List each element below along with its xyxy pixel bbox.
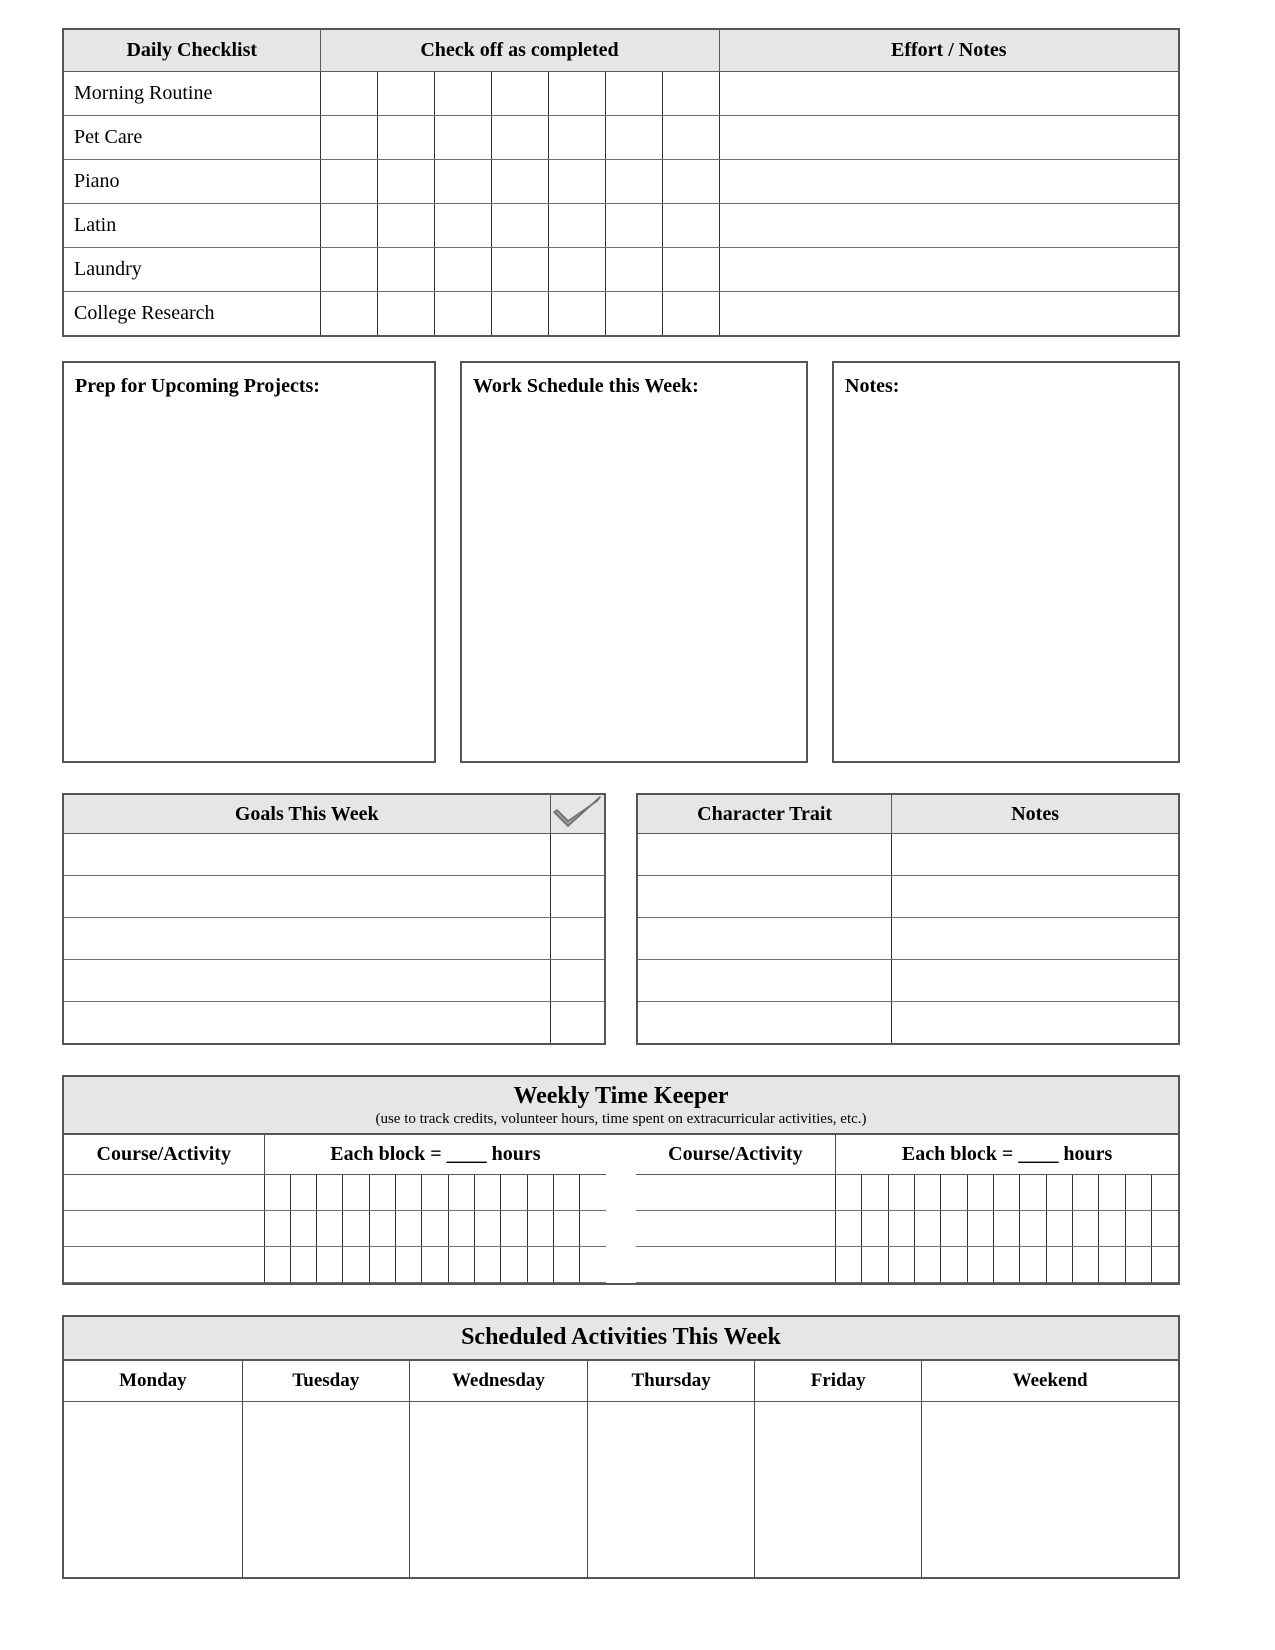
trait-notes-cell[interactable] (892, 960, 1179, 1002)
checklist-checkbox-cell[interactable] (491, 116, 548, 160)
checklist-checkbox-cell[interactable] (662, 204, 719, 248)
time-block-cell[interactable] (994, 1175, 1020, 1211)
checklist-checkbox-cell[interactable] (605, 72, 662, 116)
trait-header-name: Character Trait (637, 794, 892, 834)
time-block-cell[interactable] (396, 1175, 422, 1211)
time-block-cell[interactable] (396, 1211, 422, 1247)
time-keeper-left-table (64, 1135, 606, 1283)
scheduled-activities-table (64, 1361, 1178, 1577)
day-header-friday: Friday (755, 1361, 922, 1402)
checklist-checkbox-cell[interactable] (377, 160, 434, 204)
time-block-cell[interactable] (915, 1247, 941, 1283)
checklist-checkbox-cell[interactable] (491, 72, 548, 116)
time-block-cell[interactable] (527, 1175, 553, 1211)
time-block-cell[interactable] (343, 1247, 369, 1283)
time-block-cell[interactable] (862, 1247, 888, 1283)
notes-label: Notes: (845, 375, 900, 397)
trait-name-cell[interactable] (637, 960, 892, 1002)
time-block-cell[interactable] (475, 1247, 501, 1283)
time-block-cell[interactable] (1020, 1175, 1046, 1211)
trait-name-cell[interactable] (637, 876, 892, 918)
time-block-cell[interactable] (422, 1211, 448, 1247)
day-header-thursday: Thursday (588, 1361, 755, 1402)
time-block-cell[interactable] (888, 1247, 914, 1283)
table-row (63, 160, 1179, 204)
time-block-cell[interactable] (264, 1247, 290, 1283)
time-block-cell[interactable] (580, 1175, 606, 1211)
table-row (637, 918, 1179, 960)
checkmark-icon (551, 795, 605, 833)
table-row (64, 1211, 606, 1247)
checklist-checkbox-cell[interactable] (662, 292, 719, 337)
time-block-cell[interactable] (967, 1247, 993, 1283)
time-block-cell[interactable] (554, 1211, 580, 1247)
table-row (63, 248, 1179, 292)
time-block-cell[interactable] (836, 1247, 862, 1283)
checklist-checkbox-cell[interactable] (377, 248, 434, 292)
time-block-cell[interactable] (836, 1175, 862, 1211)
checklist-header-row (63, 29, 1179, 72)
checklist-checkbox-cell[interactable] (491, 204, 548, 248)
prep-projects-label: Prep for Upcoming Projects: (75, 375, 320, 397)
checklist-checkbox-cell[interactable] (320, 292, 377, 337)
checklist-checkbox-cell[interactable] (548, 72, 605, 116)
goal-text-cell[interactable] (63, 960, 550, 1002)
time-block-cell[interactable] (1099, 1211, 1125, 1247)
checklist-task-label: Morning Routine (63, 72, 320, 116)
scheduled-activities-section (62, 1315, 1180, 1579)
table-row (636, 1247, 1178, 1283)
time-block-cell[interactable] (369, 1175, 395, 1211)
checklist-checkbox-cell[interactable] (605, 160, 662, 204)
time-keeper-blocks-header: Each block = ____ hours (836, 1135, 1178, 1175)
prep-projects-box[interactable] (62, 361, 436, 763)
goal-text-cell[interactable] (63, 1002, 550, 1045)
notes-box[interactable] (832, 361, 1180, 763)
time-block-cell[interactable] (422, 1175, 448, 1211)
trait-name-cell[interactable] (637, 1002, 892, 1045)
time-block-cell[interactable] (317, 1175, 343, 1211)
time-block-cell[interactable] (1099, 1175, 1125, 1211)
time-keeper-divider (608, 1135, 635, 1283)
checklist-checkbox-cell[interactable] (320, 204, 377, 248)
time-block-cell[interactable] (290, 1175, 316, 1211)
trait-notes-cell[interactable] (892, 834, 1179, 876)
time-block-cell[interactable] (1152, 1247, 1178, 1283)
goal-check-cell[interactable] (550, 918, 605, 960)
checklist-checkbox-cell[interactable] (662, 72, 719, 116)
goal-check-cell[interactable] (550, 834, 605, 876)
checklist-header-check: Check off as completed (320, 29, 719, 72)
table-row (63, 116, 1179, 160)
time-keeper-right-table (636, 1135, 1178, 1283)
time-block-cell[interactable] (264, 1211, 290, 1247)
trait-notes-cell[interactable] (892, 1002, 1179, 1045)
time-block-cell[interactable] (1073, 1211, 1099, 1247)
day-cell-friday[interactable] (755, 1402, 922, 1578)
checklist-checkbox-cell[interactable] (662, 248, 719, 292)
table-row (63, 834, 605, 876)
time-keeper-activity-cell[interactable] (636, 1175, 836, 1211)
time-keeper-activity-header: Course/Activity (64, 1135, 264, 1175)
checklist-checkbox-cell[interactable] (491, 160, 548, 204)
table-row (63, 72, 1179, 116)
table-row (64, 1175, 606, 1211)
table-row (63, 876, 605, 918)
goals-header-title: Goals This Week (63, 794, 550, 834)
time-keeper-activity-cell[interactable] (64, 1247, 264, 1283)
checklist-checkbox-cell[interactable] (434, 292, 491, 337)
time-block-cell[interactable] (1152, 1175, 1178, 1211)
goals-header-check-column (550, 794, 605, 834)
time-keeper-left-half (64, 1135, 608, 1283)
table-row (64, 1247, 606, 1283)
work-schedule-label: Work Schedule this Week: (473, 375, 699, 397)
time-block-cell[interactable] (862, 1175, 888, 1211)
table-row (636, 1175, 1178, 1211)
time-block-cell[interactable] (1099, 1247, 1125, 1283)
checklist-body (63, 72, 1179, 337)
time-block-cell[interactable] (527, 1247, 553, 1283)
time-block-cell[interactable] (994, 1211, 1020, 1247)
work-schedule-box[interactable] (460, 361, 808, 763)
time-block-cell[interactable] (501, 1175, 527, 1211)
time-block-cell[interactable] (343, 1175, 369, 1211)
checklist-notes-cell[interactable] (719, 292, 1179, 337)
checklist-task-label: Pet Care (63, 116, 320, 160)
table-row (637, 1002, 1179, 1045)
goal-check-cell[interactable] (550, 1002, 605, 1045)
time-block-cell[interactable] (290, 1247, 316, 1283)
goals-body (63, 834, 605, 1045)
time-block-cell[interactable] (554, 1247, 580, 1283)
planner-page (62, 28, 1180, 1579)
time-block-cell[interactable] (343, 1211, 369, 1247)
goals-and-traits-row (62, 793, 1180, 1045)
trait-name-cell[interactable] (637, 918, 892, 960)
time-block-cell[interactable] (1046, 1247, 1072, 1283)
checklist-checkbox-cell[interactable] (491, 248, 548, 292)
table-row (64, 1402, 1178, 1578)
checklist-checkbox-cell[interactable] (548, 160, 605, 204)
time-block-cell[interactable] (941, 1211, 967, 1247)
table-row (63, 1002, 605, 1045)
checklist-task-label: Piano (63, 160, 320, 204)
checklist-checkbox-cell[interactable] (548, 292, 605, 337)
time-keeper-right-half (636, 1135, 1178, 1283)
day-cell-tuesday[interactable] (242, 1402, 409, 1578)
checklist-checkbox-cell[interactable] (320, 72, 377, 116)
trait-name-cell[interactable] (637, 834, 892, 876)
time-block-cell[interactable] (1020, 1247, 1046, 1283)
time-keeper-activity-cell[interactable] (64, 1175, 264, 1211)
time-block-cell[interactable] (475, 1175, 501, 1211)
table-row (63, 960, 605, 1002)
checklist-header-notes: Effort / Notes (719, 29, 1179, 72)
table-row (63, 918, 605, 960)
day-header-tuesday: Tuesday (242, 1361, 409, 1402)
time-block-cell[interactable] (994, 1247, 1020, 1283)
checklist-notes-cell[interactable] (719, 248, 1179, 292)
time-keeper-subtitle: (use to track credits, volunteer hours, time spent on extracurricular activities, etc.) (375, 1111, 867, 1128)
checklist-checkbox-cell[interactable] (377, 72, 434, 116)
time-keeper-activity-cell[interactable] (636, 1247, 836, 1283)
table-row (637, 960, 1179, 1002)
trait-header-notes: Notes (892, 794, 1179, 834)
time-block-cell[interactable] (448, 1247, 474, 1283)
time-block-cell[interactable] (1125, 1247, 1151, 1283)
time-block-cell[interactable] (1073, 1175, 1099, 1211)
checklist-checkbox-cell[interactable] (548, 248, 605, 292)
checklist-checkbox-cell[interactable] (434, 204, 491, 248)
time-block-cell[interactable] (1152, 1211, 1178, 1247)
checklist-checkbox-cell[interactable] (320, 248, 377, 292)
time-block-cell[interactable] (967, 1175, 993, 1211)
time-block-cell[interactable] (941, 1247, 967, 1283)
time-block-cell[interactable] (915, 1211, 941, 1247)
checklist-checkbox-cell[interactable] (320, 160, 377, 204)
time-keeper-title-block (64, 1077, 1178, 1135)
checklist-checkbox-cell[interactable] (605, 248, 662, 292)
table-row (637, 876, 1179, 918)
checklist-checkbox-cell[interactable] (662, 116, 719, 160)
checklist-header-task: Daily Checklist (63, 29, 320, 72)
checklist-checkbox-cell[interactable] (605, 116, 662, 160)
time-block-cell[interactable] (888, 1175, 914, 1211)
checklist-notes-cell[interactable] (719, 204, 1179, 248)
checklist-checkbox-cell[interactable] (605, 292, 662, 337)
time-keeper-activity-cell[interactable] (636, 1211, 836, 1247)
time-block-cell[interactable] (264, 1175, 290, 1211)
time-block-cell[interactable] (369, 1211, 395, 1247)
checklist-notes-cell[interactable] (719, 116, 1179, 160)
freeform-boxes-row (62, 361, 1180, 763)
checklist-checkbox-cell[interactable] (548, 204, 605, 248)
checklist-checkbox-cell[interactable] (491, 292, 548, 337)
table-row (63, 292, 1179, 337)
day-header-wednesday: Wednesday (409, 1361, 587, 1402)
time-block-cell[interactable] (580, 1211, 606, 1247)
checklist-checkbox-cell[interactable] (377, 116, 434, 160)
goal-check-cell[interactable] (550, 960, 605, 1002)
time-block-cell[interactable] (1125, 1175, 1151, 1211)
table-row (636, 1211, 1178, 1247)
time-keeper-activity-cell[interactable] (64, 1211, 264, 1247)
day-cell-thursday[interactable] (588, 1402, 755, 1578)
time-block-cell[interactable] (396, 1247, 422, 1283)
checklist-checkbox-cell[interactable] (377, 204, 434, 248)
character-trait-table (636, 793, 1180, 1045)
time-block-cell[interactable] (941, 1175, 967, 1211)
time-block-cell[interactable] (915, 1175, 941, 1211)
checklist-checkbox-cell[interactable] (548, 116, 605, 160)
goals-header-row (63, 794, 605, 834)
day-cell-weekend[interactable] (922, 1402, 1178, 1578)
time-block-cell[interactable] (475, 1211, 501, 1247)
time-block-cell[interactable] (317, 1247, 343, 1283)
day-header-weekend: Weekend (922, 1361, 1178, 1402)
goal-text-cell[interactable] (63, 918, 550, 960)
checklist-checkbox-cell[interactable] (434, 160, 491, 204)
day-cell-wednesday[interactable] (409, 1402, 587, 1578)
checklist-checkbox-cell[interactable] (434, 72, 491, 116)
scheduled-activities-title: Scheduled Activities This Week (64, 1317, 1178, 1361)
time-block-cell[interactable] (501, 1211, 527, 1247)
checklist-task-label: Laundry (63, 248, 320, 292)
checklist-task-label: College Research (63, 292, 320, 337)
time-keeper-left-body (64, 1175, 606, 1283)
time-block-cell[interactable] (967, 1211, 993, 1247)
day-cell-monday[interactable] (64, 1402, 242, 1578)
character-trait-section (636, 793, 1180, 1045)
goals-table (62, 793, 606, 1045)
time-keeper-blocks-header: Each block = ____ hours (264, 1135, 606, 1175)
weekly-time-keeper-section (62, 1075, 1180, 1285)
time-block-cell[interactable] (862, 1211, 888, 1247)
checklist-checkbox-cell[interactable] (434, 248, 491, 292)
time-block-cell[interactable] (501, 1247, 527, 1283)
time-block-cell[interactable] (369, 1247, 395, 1283)
goal-check-cell[interactable] (550, 876, 605, 918)
checklist-task-label: Latin (63, 204, 320, 248)
goal-text-cell[interactable] (63, 876, 550, 918)
time-block-cell[interactable] (1046, 1175, 1072, 1211)
time-block-cell[interactable] (1125, 1211, 1151, 1247)
time-keeper-title: Weekly Time Keeper (513, 1083, 729, 1109)
checklist-checkbox-cell[interactable] (320, 116, 377, 160)
time-block-cell[interactable] (422, 1247, 448, 1283)
time-block-cell[interactable] (527, 1211, 553, 1247)
checklist-notes-cell[interactable] (719, 160, 1179, 204)
goals-section (62, 793, 606, 1045)
checklist-notes-cell[interactable] (719, 72, 1179, 116)
trait-notes-cell[interactable] (892, 918, 1179, 960)
time-block-cell[interactable] (836, 1211, 862, 1247)
table-row (637, 834, 1179, 876)
time-keeper-left-header-row (64, 1135, 606, 1175)
time-block-cell[interactable] (1020, 1211, 1046, 1247)
daily-checklist-table (62, 28, 1180, 337)
time-block-cell[interactable] (554, 1175, 580, 1211)
time-block-cell[interactable] (1073, 1247, 1099, 1283)
time-block-cell[interactable] (290, 1211, 316, 1247)
day-header-monday: Monday (64, 1361, 242, 1402)
time-block-cell[interactable] (448, 1175, 474, 1211)
table-row (63, 204, 1179, 248)
trait-notes-cell[interactable] (892, 876, 1179, 918)
checklist-checkbox-cell[interactable] (662, 160, 719, 204)
checklist-checkbox-cell[interactable] (434, 116, 491, 160)
time-block-cell[interactable] (580, 1247, 606, 1283)
time-block-cell[interactable] (1046, 1211, 1072, 1247)
time-block-cell[interactable] (888, 1211, 914, 1247)
checklist-checkbox-cell[interactable] (605, 204, 662, 248)
time-block-cell[interactable] (448, 1211, 474, 1247)
time-keeper-activity-header: Course/Activity (636, 1135, 836, 1175)
trait-header-row (637, 794, 1179, 834)
time-keeper-body (64, 1135, 1178, 1283)
checklist-checkbox-cell[interactable] (377, 292, 434, 337)
goal-text-cell[interactable] (63, 834, 550, 876)
time-keeper-right-body (636, 1175, 1178, 1283)
time-keeper-right-header-row (636, 1135, 1178, 1175)
trait-body (637, 834, 1179, 1045)
scheduled-body (64, 1402, 1178, 1578)
time-block-cell[interactable] (317, 1211, 343, 1247)
scheduled-header-row (64, 1361, 1178, 1402)
